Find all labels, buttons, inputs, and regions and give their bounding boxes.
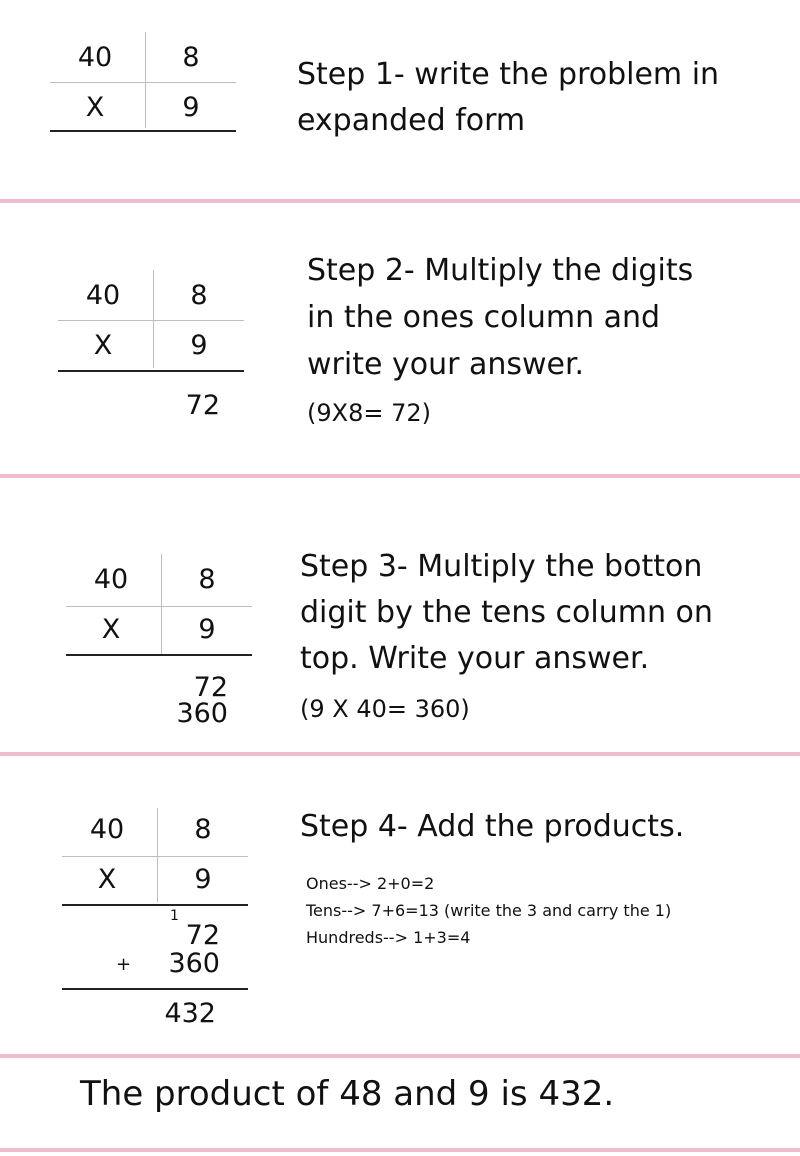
times-sign: X [93, 330, 113, 361]
grid-row-line [62, 856, 248, 857]
tens-digit: 40 [93, 564, 129, 595]
times-sign: X [97, 864, 117, 895]
step-1-title-line-2: expanded form [297, 103, 526, 138]
grid-result-line [66, 654, 252, 656]
partial-product-ones: 72 [185, 390, 220, 421]
step-4-detail-tens: Tens--> 7+6=13 (write the 3 and carry the 1) [306, 901, 672, 920]
ones-digit: 8 [198, 564, 216, 595]
conclusion-sentence: The product of 48 and 9 is 432. [80, 1074, 615, 1114]
section-divider [0, 1054, 800, 1058]
grid-result-line [58, 370, 244, 372]
grid-result-line [50, 130, 236, 132]
multiplier-digit: 9 [194, 864, 212, 895]
plus-sign: + [116, 954, 132, 975]
tens-digit: 40 [89, 814, 125, 845]
step-4 [0, 756, 800, 1056]
bottom-divider [0, 1148, 800, 1152]
step-3-title-line-1: Step 3- Multiply the botton [300, 549, 703, 584]
partial-product-ones: 72 [193, 672, 228, 703]
ones-digit: 8 [194, 814, 212, 845]
step-3 [0, 478, 800, 754]
step-3-title-line-2: digit by the tens column on [300, 595, 713, 630]
step-2-note: (9X8= 72) [307, 399, 431, 427]
step-4-title: Step 4- Add the products. [300, 809, 685, 844]
step-1-title-line-1: Step 1- write the problem in [297, 57, 720, 92]
multiplier-digit: 9 [182, 92, 200, 123]
tens-digit: 40 [77, 42, 113, 73]
final-product: 432 [164, 998, 216, 1029]
ones-digit: 8 [190, 280, 208, 311]
sum-line [62, 988, 248, 990]
tens-digit: 40 [85, 280, 121, 311]
multiplier-digit: 9 [198, 614, 216, 645]
partial-product-tens: 360 [168, 948, 220, 979]
section-divider [0, 199, 800, 203]
partial-product-ones: 72 [185, 920, 220, 951]
step-2-title-line-3: write your answer. [307, 347, 585, 382]
grid-row-line [66, 606, 252, 607]
step-1 [0, 0, 800, 200]
carry-digit: 1 [170, 908, 179, 924]
step-2-title-line-2: in the ones column and [307, 300, 661, 335]
times-sign: X [85, 92, 105, 123]
step-3-title-line-3: top. Write your answer. [300, 641, 650, 676]
step-4-detail-hundreds: Hundreds--> 1+3=4 [306, 928, 471, 947]
step-4-detail-ones: Ones--> 2+0=2 [306, 874, 435, 893]
multiplier-digit: 9 [190, 330, 208, 361]
ones-digit: 8 [182, 42, 200, 73]
step-3-note: (9 X 40= 360) [300, 695, 470, 723]
step-2-title-line-1: Step 2- Multiply the digits [307, 253, 694, 288]
partial-product-tens: 360 [176, 698, 228, 729]
times-sign: X [101, 614, 121, 645]
grid-row-line [58, 320, 244, 321]
grid-row-line [50, 82, 236, 83]
grid-result-line [62, 904, 248, 906]
step-2 [0, 204, 800, 476]
